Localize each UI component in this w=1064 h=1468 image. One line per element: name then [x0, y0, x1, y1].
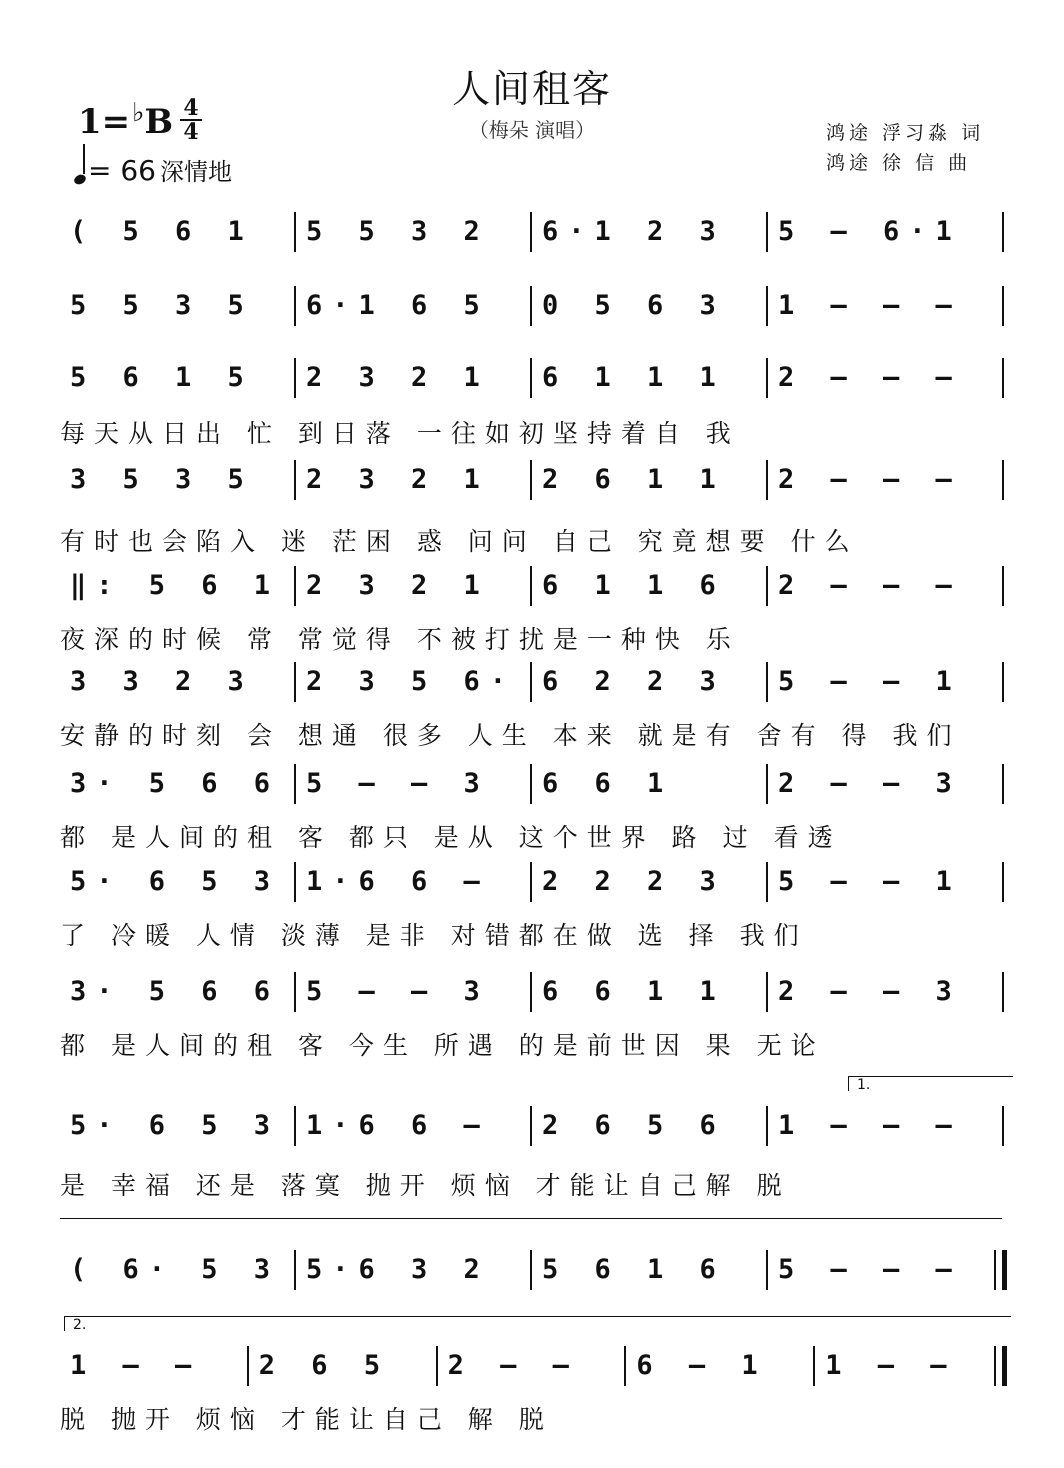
score-row [60, 1250, 1004, 1290]
measure: 6 2 2 3 [530, 662, 766, 702]
barline [1002, 460, 1004, 500]
measure: 2 3 2 1 [294, 358, 530, 398]
song-title: 人间租客 [451, 67, 612, 111]
barline [1002, 1106, 1004, 1146]
measure: ( 6· 5 3 [70, 1254, 281, 1285]
barline [1002, 286, 1004, 326]
notation-line [60, 972, 1004, 1012]
volta-1: 1. [848, 1076, 1013, 1091]
lyric-line: 夜深的时候 常 常觉得 不被打扰是一种快 乐 [60, 625, 740, 654]
lyric-line: 了 冷暖 人情 淡薄 是非 对错都在做 选 择 我们 [60, 921, 808, 950]
tempo-value: = 66 [88, 154, 156, 187]
measure: 5· 6 5 3 [70, 866, 281, 897]
measure: 2 3 2 1 [294, 566, 530, 606]
score-row [60, 972, 1004, 1060]
measure: 3 3 2 3 [70, 666, 254, 697]
notation-line [60, 212, 1004, 252]
measure: 2 2 2 3 [530, 862, 766, 902]
measure: 6·1 2 3 [530, 212, 766, 252]
notation-line [60, 862, 1004, 902]
lyric-line: 都 是人间的租 客 都只 是从 这个世界 路 过 看透 [60, 823, 842, 852]
time-bottom: 4 [183, 119, 199, 145]
measure: 1 – – – [766, 1106, 1002, 1146]
volta-2: 2. [64, 1316, 1011, 1331]
measure: 3· 5 6 6 [70, 976, 281, 1007]
measure: 1 – – – [766, 286, 1002, 326]
notation-line [60, 1250, 1004, 1290]
measure: 5 6 1 5 [70, 362, 254, 393]
score-row [60, 358, 1004, 448]
section-divider [60, 1218, 1002, 1219]
measure: 5 – 6·1 [766, 212, 1002, 252]
lyric-line: 每天从日出 忙 到日落 一往如初坚持着自 我 [60, 419, 740, 448]
measure: 1 – – [70, 1350, 202, 1381]
measure: 6 1 1 1 [530, 358, 766, 398]
measure: 6 1 1 6 [530, 566, 766, 606]
lyric-line: 有时也会陷入 迷 茫困 惑 问问 自己 究竟想要 什么 [60, 527, 859, 556]
barline [1002, 212, 1004, 252]
notation-line [60, 1346, 1004, 1386]
score-row [60, 662, 1004, 750]
measure: 2 3 5 6· [294, 662, 530, 702]
barline [1002, 764, 1004, 804]
score-row [60, 1346, 1004, 1434]
lyric-line: 安静的时刻 会 想通 很多 人生 本来 就是有 舍有 得 我们 [60, 721, 961, 750]
measure: 2 – – [436, 1346, 625, 1386]
measure: 6 – 1 [624, 1346, 813, 1386]
repeat-end-barline [994, 1250, 1007, 1290]
time-top: 4 [183, 95, 199, 121]
measure: 2 6 5 [247, 1346, 436, 1386]
lyric-line: 脱 抛开 烦恼 才能让自己 解 脱 [60, 1405, 553, 1434]
measure: 2 6 5 6 [530, 1106, 766, 1146]
notation-line [60, 358, 1004, 398]
measure: 2 6 1 1 [530, 460, 766, 500]
score-row [60, 286, 1004, 326]
measure: 5 5 3 5 [70, 290, 254, 321]
score-row [60, 212, 1004, 252]
measure: 5 5 3 2 [294, 212, 530, 252]
barline [1002, 862, 1004, 902]
score-row [60, 566, 1004, 654]
measure: 2 – – – [766, 358, 1002, 398]
measure: 5 – – 3 [294, 972, 530, 1012]
lyric-line: 都 是人间的租 客 今生 所遇 的是前世因 果 无论 [60, 1031, 825, 1060]
measure: 1·6 6 – [294, 1106, 530, 1146]
barline [1002, 662, 1004, 702]
notation-line [60, 1106, 1004, 1146]
tempo-mood: 深情地 [160, 158, 232, 186]
measure: 1·6 6 – [294, 862, 530, 902]
measure: 1 – – [813, 1346, 1002, 1386]
measure: 5 6 1 6 [530, 1250, 766, 1290]
tempo-marking [74, 150, 232, 187]
key-prefix: 1= [78, 102, 131, 142]
score-row [60, 1106, 1004, 1200]
quarter-note-icon [73, 173, 88, 186]
flat-symbol: ♭ [132, 98, 145, 128]
lyricist-credit: 鸿途 浮习淼 词 [826, 122, 985, 144]
notation-line [60, 566, 1004, 606]
time-signature [180, 95, 202, 145]
score-row [60, 460, 1004, 556]
composer-credit: 鸿途 徐 信 曲 [826, 152, 972, 174]
barline [1002, 566, 1004, 606]
measure: 6 6 1 [530, 764, 766, 804]
score-row [60, 764, 1004, 852]
measure: 6 6 1 1 [530, 972, 766, 1012]
measure: 5 – – 1 [766, 862, 1002, 902]
measure: 3 5 3 5 [70, 464, 254, 495]
measure: 2 – – 3 [766, 764, 1002, 804]
measure: ( 5 6 1 [70, 216, 254, 247]
lyric-line: 是 幸福 还是 落寞 抛开 烦恼 才能让自己解 脱 [60, 1171, 791, 1200]
measure: 5· 6 5 3 [70, 1110, 281, 1141]
measure: 2 – – 3 [766, 972, 1002, 1012]
measure: 2 – – – [766, 460, 1002, 500]
notation-line [60, 460, 1004, 500]
measure: 2 – – – [766, 566, 1002, 606]
notation-line [60, 286, 1004, 326]
measure: 0 5 6 3 [530, 286, 766, 326]
measure: 5 – – 3 [294, 764, 530, 804]
measure: 5 – – – [766, 1250, 1002, 1290]
notation-line [60, 764, 1004, 804]
notation-line [60, 662, 1004, 702]
measure: 2 3 2 1 [294, 460, 530, 500]
measure: 5 – – 1 [766, 662, 1002, 702]
key-note: B [144, 102, 174, 142]
measure: ‖: 5 6 1 [70, 570, 281, 601]
final-barline [994, 1346, 1007, 1386]
performer-subtitle: （梅朵 演唱） [468, 118, 596, 142]
key-signature [78, 98, 174, 142]
measure: 6·1 6 5 [294, 286, 530, 326]
barline [1002, 972, 1004, 1012]
measure: 3· 5 6 6 [70, 768, 281, 799]
score-row [60, 862, 1004, 950]
barline [1002, 358, 1004, 398]
measure: 5·6 3 2 [294, 1250, 530, 1290]
